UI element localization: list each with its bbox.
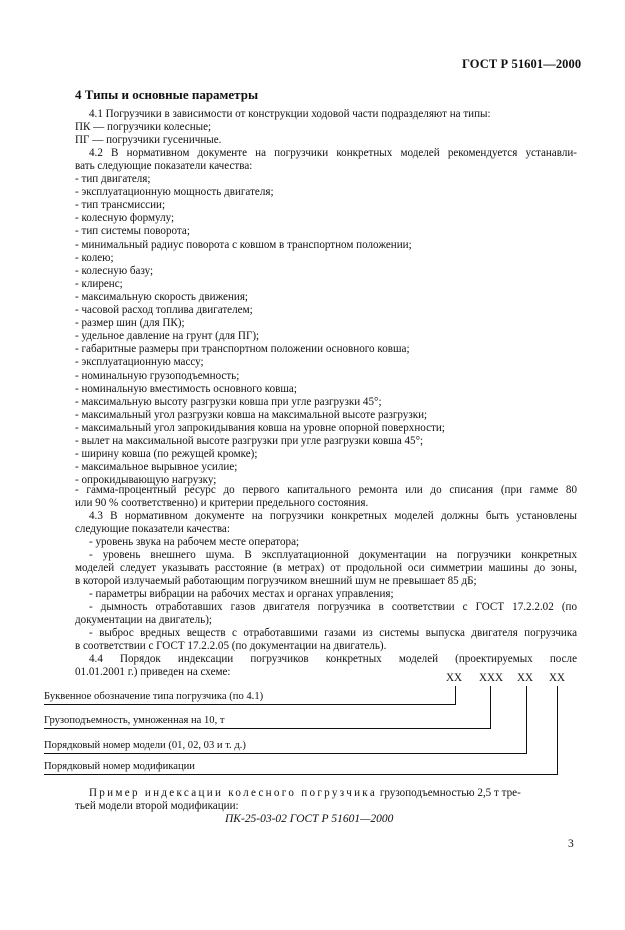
p43-line-8: - дымность отработавших газов двигателя погрузчика в соответствии с ГОСТ 17.2.2.02 (по xyxy=(89,601,577,613)
p42-list-item: - эксплуатационную массу; xyxy=(75,356,204,369)
example-line-2: тьей модели второй модификации: xyxy=(75,800,239,812)
scheme-connector-4 xyxy=(557,686,558,774)
p43-line-4: - уровень внешнего шума. В эксплуатационной документации на погрузчики конкретных xyxy=(89,549,577,561)
p42-list-item: - опрокидывающую нагрузку; xyxy=(75,474,217,487)
p42-list-item: - колесную базу; xyxy=(75,264,154,277)
p43-line-11: в соответствии с ГОСТ 17.2.2.05 (по документации на двигатель). xyxy=(75,640,387,652)
scheme-underline-2 xyxy=(44,728,491,729)
example-intro-rest: грузоподъемностью 2,5 т тре- xyxy=(379,787,521,799)
p42-list-item: - максимальную скорость движения; xyxy=(75,290,249,303)
scheme-code-type: ХХ xyxy=(446,672,463,684)
p43-line-9: документации на двигатель); xyxy=(75,614,212,626)
p43-line-5: моделей следует указывать расстояние (в метрах) от продольной оси симметрии машины до зоны, xyxy=(75,562,577,574)
p42-list-item: - минимальный радиус поворота с ковшом в транспортном положении; xyxy=(75,238,412,251)
scheme-label-capacity: Грузоподъемность, умноженная на 10, т xyxy=(44,715,225,726)
scheme-connector-2 xyxy=(490,686,491,728)
scheme-underline-1 xyxy=(44,704,456,705)
p42-list-item: - габаритные размеры при транспортном положении основного ковша; xyxy=(75,343,410,356)
scheme-label-type: Буквенное обозначение типа погрузчика (по 4.1) xyxy=(44,691,264,702)
p44-line-1: 4.4 Порядок индексации погрузчиков конкретных моделей (проектируемых после xyxy=(89,653,577,665)
p42-list-item: - тип двигателя; xyxy=(75,173,151,185)
p42-list-item: - удельное давление на грунт (для ПГ); xyxy=(75,330,260,343)
p42-list-item: - колею; xyxy=(75,251,114,264)
p41-line-1: 4.1 Погрузчики в зависимости от конструкции ходовой части подразделяют на типы: xyxy=(89,108,491,120)
section-title: 4 Типы и основные параметры xyxy=(75,87,259,102)
p43-line-10: - выброс вредных веществ с отработавшими газами из системы выпуска двигателя погрузчика xyxy=(89,627,577,639)
example-code: ПК-25-03-02 ГОСТ Р 51601—2000 xyxy=(225,813,394,825)
example-intro: Пример индексации колесного погрузчика xyxy=(89,787,378,799)
page-number: 3 xyxy=(568,838,574,850)
p42-list-item: - тип системы поворота; xyxy=(75,225,190,238)
scheme-underline-4 xyxy=(44,774,558,775)
p42-list-item: - максимальную высоту разгрузки ковша при угле разгрузки 45°; xyxy=(75,395,382,408)
p43-line-7: - параметры вибрации на рабочих местах и органах управления; xyxy=(89,588,394,600)
example-line-1 xyxy=(89,787,521,800)
scheme-label-modification: Порядковый номер модификации xyxy=(44,761,195,772)
p41-line-3: ПГ — погрузчики гусеничные. xyxy=(75,134,222,146)
scheme-connector-1 xyxy=(455,686,456,704)
scheme-underline-3 xyxy=(44,753,527,754)
scheme-code-model: ХХ xyxy=(517,672,534,684)
p43-line-3: - уровень звука на рабочем месте оператора; xyxy=(89,536,300,548)
p42-list-item: - максимальный угол разгрузки ковша на максимальной высоте разгрузки; xyxy=(75,408,428,421)
p42-list-item: - номинальную грузоподъемность; xyxy=(75,369,240,382)
p42-list-item: - максимальный угол запрокидывания ковша на уровне опорной поверхности; xyxy=(75,421,445,434)
scheme-connector-3 xyxy=(526,686,527,753)
p42-list-item: - колесную формулу; xyxy=(75,212,175,225)
p43-line-1: 4.3 В нормативном документе на погрузчики конкретных моделей должны быть установлены xyxy=(89,510,577,522)
p42-last-line-2: или 90 % соответственно) и критерии предельного состояния. xyxy=(75,497,369,509)
p42-list-item: - клиренс; xyxy=(75,277,123,290)
scheme-code-modification: ХХ xyxy=(549,672,566,684)
scheme-code-capacity: ХХХ xyxy=(479,672,504,684)
p42-list-item: - тип трансмиссии; xyxy=(75,199,166,212)
p43-line-6: в которой излучаемый работающим погрузчиком внешний шум не превышает 85 дБ; xyxy=(75,575,477,587)
p42-line-1: 4.2 В нормативном документе на погрузчики конкретных моделей рекомендуется устанавли- xyxy=(89,147,577,159)
p42-list-item: - максимальное вырывное усилие; xyxy=(75,461,238,474)
p43-line-2: следующие показатели качества: xyxy=(75,523,230,535)
p42-list-item: - номинальную вместимость основного ковша; xyxy=(75,382,297,395)
p42-list-item: - вылет на максимальной высоте разгрузки при угле разгрузки ковша 45°; xyxy=(75,435,424,447)
standard-id: ГОСТ Р 51601—2000 xyxy=(462,57,582,71)
scheme-label-model: Порядковый номер модели (01, 02, 03 и т. д.) xyxy=(44,740,246,751)
p42-list-item: - эксплуатационную мощность двигателя; xyxy=(75,186,274,199)
p42-list-item: - ширину ковша (по режущей кромке); xyxy=(75,448,258,461)
p42-list-item: - часовой расход топлива двигателем; xyxy=(75,304,253,316)
p42-line-2: вать следующие показатели качества: xyxy=(75,160,253,172)
p44-line-2: 01.01.2001 г.) приведен на схеме: xyxy=(75,666,231,678)
p42-list-item: - размер шин (для ПК); xyxy=(75,317,185,330)
p42-last-line-1: - гамма-процентный ресурс до первого капитального ремонта или до списания (при гамме 80 xyxy=(75,484,577,496)
p41-line-2: ПК — погрузчики колесные; xyxy=(75,121,212,133)
